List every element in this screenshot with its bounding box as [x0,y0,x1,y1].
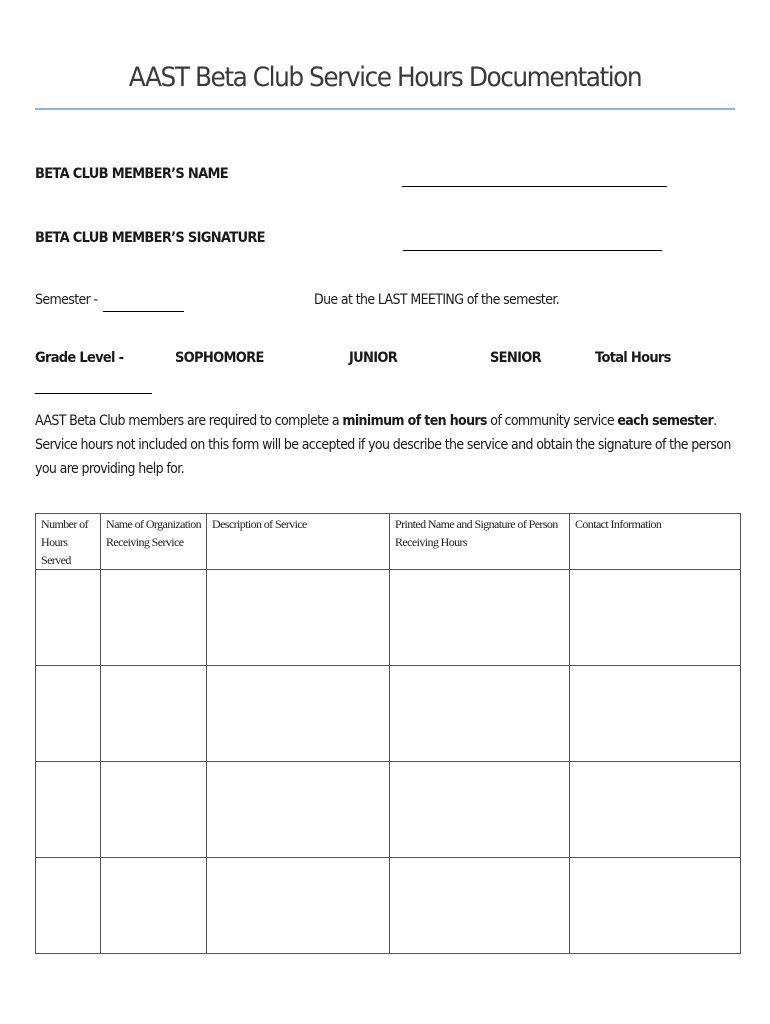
table-cell[interactable] [570,858,741,954]
table-cell[interactable] [101,858,207,954]
page-title: AAST Beta Club Service Hours Documentation [128,62,642,93]
semester-label: Semester - [35,292,98,308]
grade-level-label: Grade Level - [35,350,124,366]
column-header-hours: Number of Hours Served [36,514,101,570]
instructions-paragraph: AAST Beta Club members are required to complete a minimum of ten hours of community service each semester. Service hours not included on this form will be accepted if you describe the service and obtain the signature of the person you are providing help for. [35,413,731,477]
member-signature-label: BETA CLUB MEMBER’S SIGNATURE [35,230,265,246]
total-hours-label: Total Hours [595,350,671,366]
title-divider [35,108,735,110]
table-row [36,762,741,858]
member-signature-field[interactable] [403,250,662,251]
table-row [36,570,741,666]
table-cell[interactable] [207,858,390,954]
table-cell[interactable] [101,570,207,666]
table-cell[interactable] [36,858,101,954]
table-cell[interactable] [101,666,207,762]
table-cell[interactable] [36,666,101,762]
table-cell[interactable] [207,570,390,666]
table-cell[interactable] [390,570,570,666]
table-cell[interactable] [36,762,101,858]
semester-field[interactable] [103,311,184,312]
column-header-contact: Contact Information [570,514,741,570]
total-hours-field[interactable] [35,393,152,394]
table-cell[interactable] [390,858,570,954]
table-cell[interactable] [570,762,741,858]
table-cell[interactable] [207,666,390,762]
table-header-row [36,514,741,570]
due-note: Due at the LAST MEETING of the semester. [314,292,560,308]
table-cell[interactable] [207,762,390,858]
table-cell[interactable] [390,666,570,762]
grade-option-senior[interactable]: SENIOR [490,350,541,366]
table-cell[interactable] [36,570,101,666]
grade-option-junior[interactable]: JUNIOR [349,350,398,366]
table-cell[interactable] [570,666,741,762]
each-semester-emphasis: each semester [617,413,714,429]
table-row [36,858,741,954]
table-cell[interactable] [101,762,207,858]
grade-option-sophomore[interactable]: SOPHOMORE [175,350,264,366]
column-header-description: Description of Service [207,514,390,570]
column-header-organization: Name of Organization Receiving Service [101,514,207,570]
table-cell[interactable] [390,762,570,858]
member-name-label: BETA CLUB MEMBER’S NAME [35,166,228,182]
table-row [36,666,741,762]
table-cell[interactable] [570,570,741,666]
minimum-hours-emphasis: minimum of ten hours [342,413,487,429]
service-hours-table [35,513,741,954]
column-header-signature: Printed Name and Signature of Person Receiving Hours [390,514,570,570]
member-name-field[interactable] [402,186,667,187]
